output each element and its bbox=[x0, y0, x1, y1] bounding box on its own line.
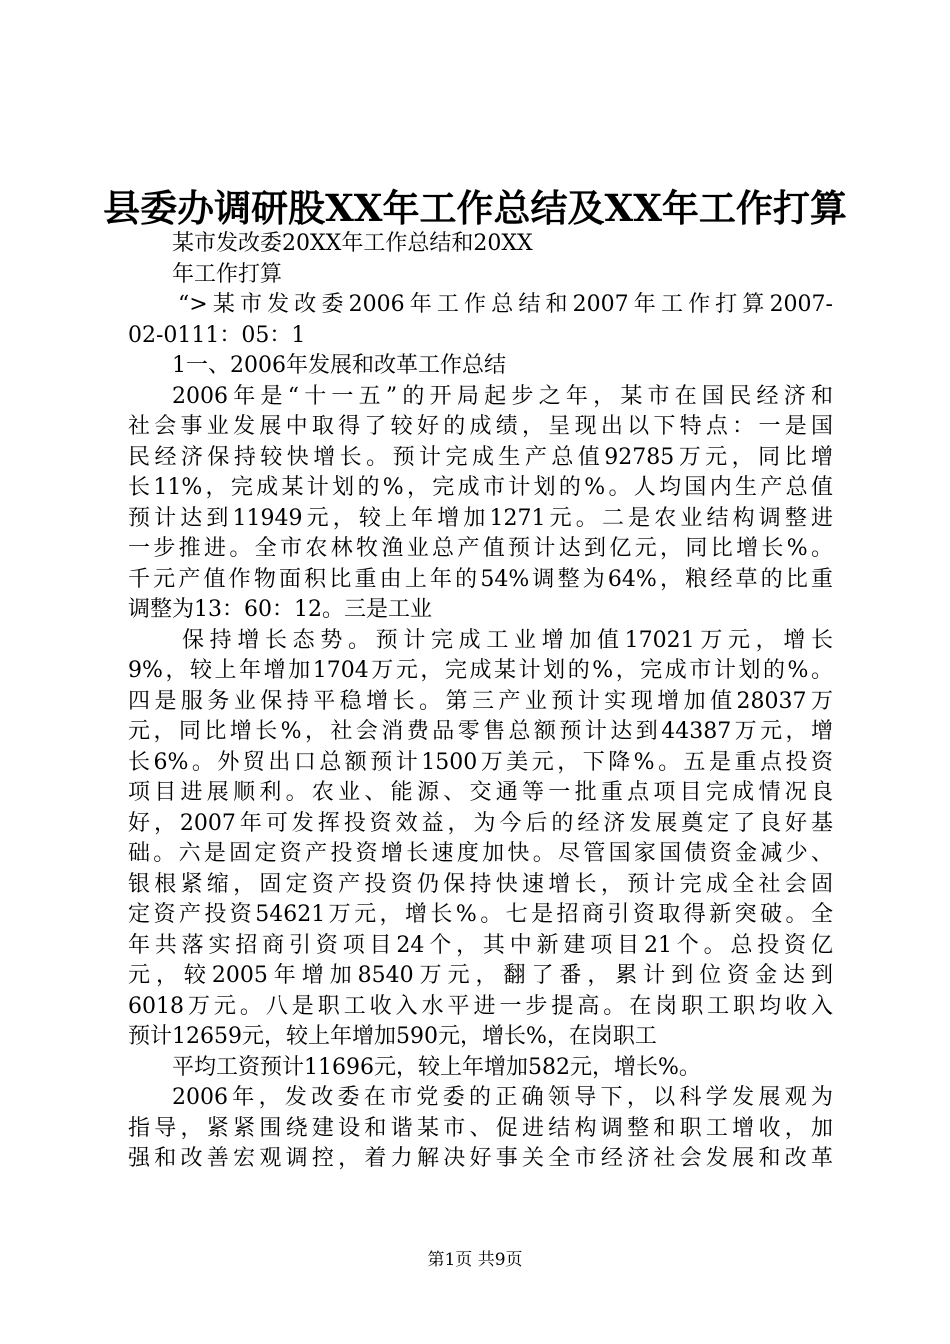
text-line: 某市发改委20XX年工作总结和20XX bbox=[172, 231, 533, 256]
text-line: 千元产值作物面积比重由上年的54%调整为64%，粮经草的比重 bbox=[128, 566, 833, 592]
text-line: 民经济保持较快增长。预计完成生产总值92785万元，同比增 bbox=[128, 444, 833, 470]
text-line: 好，2007年可发挥投资效益，为今后的经济发展奠定了良好基 bbox=[128, 810, 833, 836]
text-line: 元，同比增长%，社会消费品零售总额预计达到44387万元，增 bbox=[128, 719, 833, 744]
text-line: 指导，紧紧围绕建设和谐某市、促进结构调整和职工增收，加 bbox=[128, 1115, 833, 1141]
text-line: 预计12659元，较上年增加590元，增长%，在岗职工 bbox=[128, 1024, 657, 1049]
text-line: 元，较2005年增加8540万元，翻了番，累计到位资金达到 bbox=[128, 963, 833, 988]
text-line: 平均工资预计11696元，较上年增加582元，增长%。 bbox=[172, 1054, 701, 1080]
document-body bbox=[128, 229, 833, 1175]
text-line: 2006年是“十一五”的开局起步之年，某市在国民经济和 bbox=[172, 383, 833, 409]
text-line: 长6%。外贸出口总额预计1500万美元，下降%。五是重点投资 bbox=[128, 749, 833, 775]
page-number-footer: 第1页 共9页 bbox=[427, 1250, 523, 1270]
text-line: 社会事业发展中取得了较好的成绩，呈现出以下特点：一是国 bbox=[128, 414, 833, 439]
text-line: 02-0111：05：1 bbox=[128, 322, 306, 348]
text-line: 年工作打算 bbox=[172, 261, 283, 287]
text-line: 础。六是固定资产投资增长速度加快。尽管国家国债资金减少、 bbox=[128, 841, 833, 866]
text-line: 年共落实招商引资项目24个，其中新建项目21个。总投资亿 bbox=[128, 932, 833, 958]
text-line: 9%，较上年增加1704万元，完成某计划的%，完成市计划的%。 bbox=[128, 658, 833, 683]
text-line: 强和改善宏观调控，着力解决好事关全市经济社会发展和改革 bbox=[128, 1146, 833, 1171]
text-line: 调整为13：60：12。三是工业 bbox=[128, 597, 432, 622]
text-line: 四是服务业保持平稳增长。第三产业预计实现增加值28037万 bbox=[128, 688, 833, 714]
text-line: 2006年，发改委在市党委的正确领导下，以科学发展观为 bbox=[172, 1085, 833, 1110]
text-line: 1一、2006年发展和改革工作总结 bbox=[172, 353, 506, 378]
text-line: 项目进展顺利。农业、能源、交通等一批重点项目完成情况良 bbox=[128, 780, 833, 805]
text-line: “>某市发改委2006年工作总结和2007年工作打算2007- bbox=[178, 292, 833, 317]
text-line: 银根紧缩，固定资产投资仍保持快速增长，预计完成全社会固 bbox=[128, 871, 833, 897]
document-title: 县委办调研股XX年工作总结及XX年工作打算 bbox=[103, 186, 847, 230]
text-line: 长11%，完成某计划的%，完成市计划的%。人均国内生产总值 bbox=[128, 475, 833, 500]
text-line: 6018万元。八是职工收入水平进一步提高。在岗职工职均收入 bbox=[128, 993, 833, 1019]
text-line: 保持增长态势。预计完成工业增加值17021万元，增长 bbox=[182, 627, 833, 653]
text-line: 一步推进。全市农林牧渔业总产值预计达到亿元，同比增长%。 bbox=[128, 536, 833, 561]
text-line: 定资产投资54621万元，增长%。七是招商引资取得新突破。全 bbox=[128, 902, 833, 927]
text-line: 预计达到11949元，较上年增加1271元。二是农业结构调整进 bbox=[128, 505, 833, 531]
